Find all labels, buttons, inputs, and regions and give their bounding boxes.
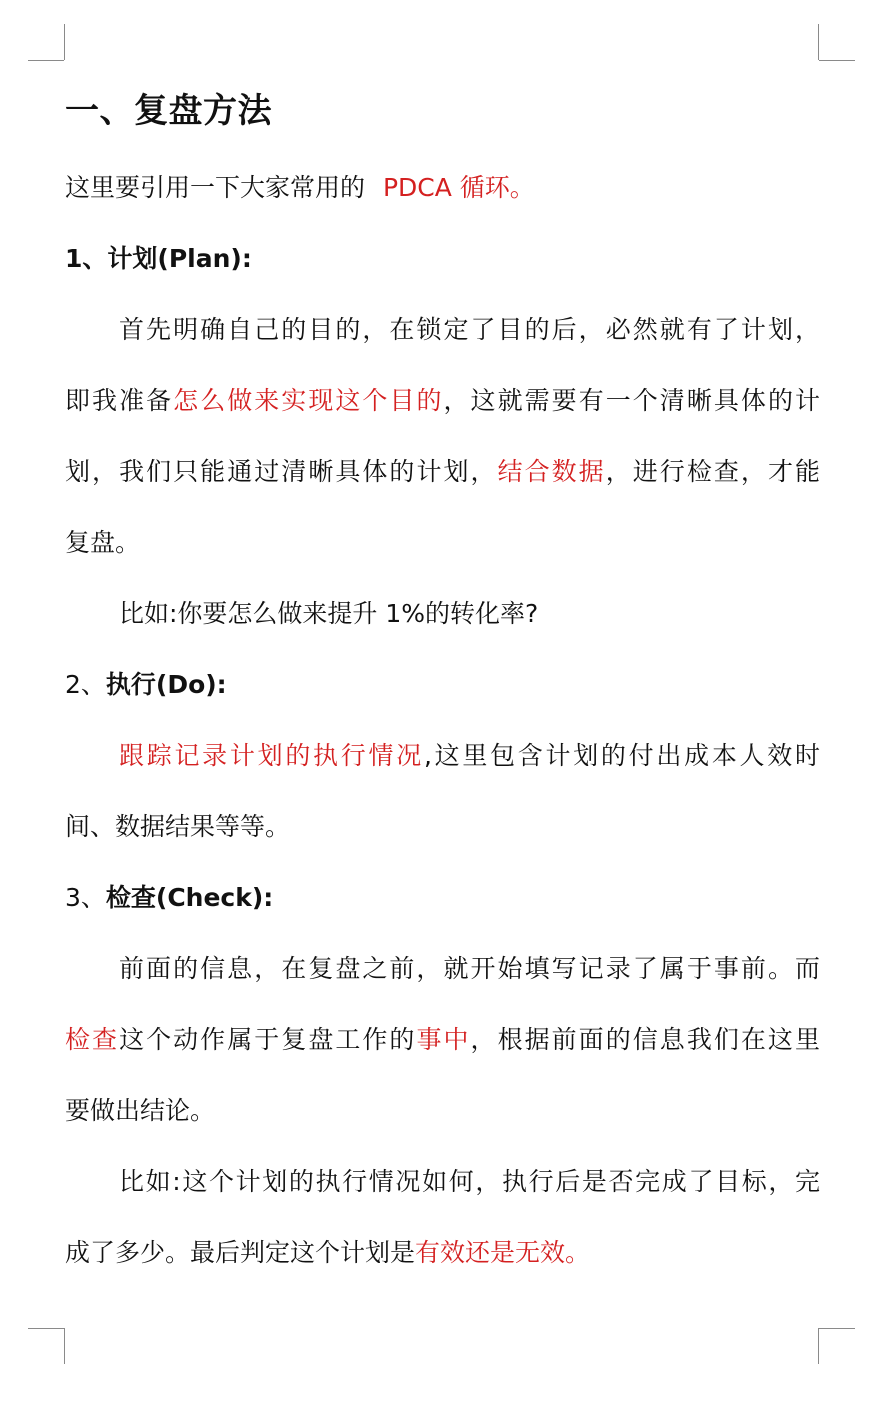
document-body xyxy=(65,82,820,1288)
check-paragraph-line-1: 前面的信息，在复盘之前，就开始填写记录了属于事前。而 xyxy=(119,954,820,983)
check-paragraph-line-3: 要做出结论。 xyxy=(65,1096,216,1125)
crop-mark-bottom-left-h xyxy=(28,1328,64,1329)
intro-line xyxy=(65,152,820,223)
crop-mark-bottom-right-h xyxy=(819,1328,855,1329)
crop-mark-top-left-v xyxy=(64,24,65,60)
crop-mark-bottom-left-v xyxy=(64,1328,65,1364)
crop-mark-top-right-v xyxy=(818,24,819,60)
do-heading-text: 执行(Do): xyxy=(105,670,227,699)
plan-heading xyxy=(65,223,820,294)
check-highlight-check: 检查 xyxy=(65,1025,120,1054)
plan-example: 比如:你要怎么做来提升 1%的转化率? xyxy=(119,599,539,628)
plan-text-segment: 即我准备 xyxy=(65,386,174,415)
plan-heading-text: 计划(Plan): xyxy=(107,244,252,273)
plan-paragraph-line-4: 复盘。 xyxy=(65,528,141,557)
do-text-segment: ,这里包含计划的付出成本人效时 xyxy=(423,741,820,770)
plan-heading-number: 1、 xyxy=(65,244,108,273)
plan-text-segment: 划，我们只能通过清晰具体的计划， xyxy=(65,457,498,486)
check-highlight-valid: 有效还是无效。 xyxy=(415,1238,591,1267)
check-heading-number: 3、 xyxy=(65,883,106,912)
plan-text-segment: ，这就需要有一个清晰具体的计 xyxy=(443,386,820,415)
check-example-line-1: 比如:这个计划的执行情况如何，执行后是否完成了目标，完 xyxy=(119,1167,820,1196)
do-highlight-track: 跟踪记录计划的执行情况 xyxy=(119,741,424,770)
do-paragraph-line-2: 间、数据结果等等。 xyxy=(65,812,291,841)
check-highlight-during: 事中 xyxy=(416,1025,471,1054)
do-paragraph-line-1 xyxy=(65,720,820,791)
crop-mark-bottom-right-v xyxy=(818,1328,819,1364)
section-title: 一、复盘方法 xyxy=(65,91,272,131)
do-heading xyxy=(65,649,820,720)
check-heading-text: 检查(Check): xyxy=(105,883,274,912)
crop-mark-top-right-h xyxy=(819,60,855,61)
check-text-segment: ，根据前面的信息我们在这里 xyxy=(470,1025,820,1054)
do-heading-number: 2、 xyxy=(65,670,106,699)
plan-paragraph-line-2 xyxy=(65,365,820,436)
check-heading xyxy=(65,862,820,933)
intro-highlight: PDCA 循环。 xyxy=(382,173,535,202)
plan-highlight-data: 结合数据 xyxy=(497,457,606,486)
crop-mark-top-left-h xyxy=(28,60,64,61)
check-text-segment: 这个动作属于复盘工作的 xyxy=(119,1025,417,1054)
check-example-line-2 xyxy=(65,1217,820,1288)
plan-paragraph-line-1: 首先明确自己的目的，在锁定了目的后，必然就有了计划， xyxy=(119,315,820,344)
plan-highlight-how: 怎么做来实现这个目的 xyxy=(173,386,444,415)
plan-text-segment: ，进行检查，才能 xyxy=(605,457,820,486)
check-paragraph-line-2 xyxy=(65,1004,820,1075)
intro-text: 这里要引用一下大家常用的 xyxy=(65,173,366,202)
plan-paragraph-line-3 xyxy=(65,436,820,507)
check-text-segment: 成了多少。最后判定这个计划是 xyxy=(65,1238,416,1267)
